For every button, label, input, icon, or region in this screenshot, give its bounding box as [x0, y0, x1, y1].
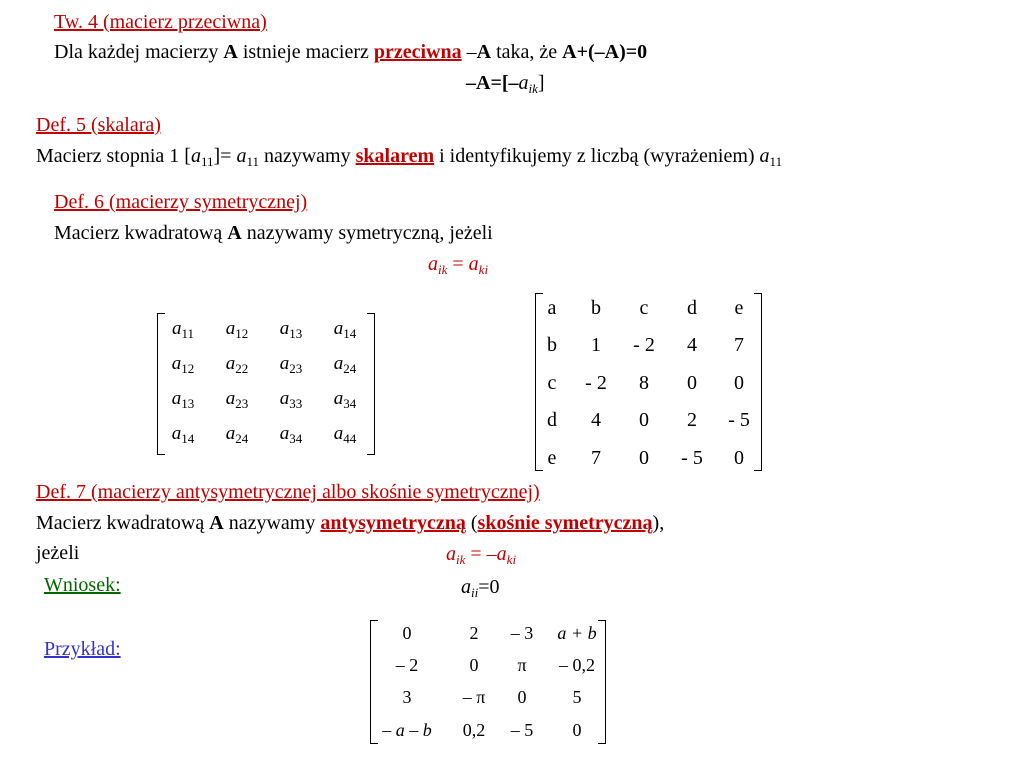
def7-text-1: Macierz kwadratową [36, 512, 210, 534]
matrix-entry-index: 12 [235, 326, 249, 341]
def7-formula-sub1: ik [456, 552, 466, 567]
matrix-entry: 0 [734, 447, 744, 469]
tw4-term-przeciwna: przeciwna [373, 41, 462, 63]
matrix-entry: c [547, 372, 557, 394]
def7-title: Def. 7 (macierzy antysymetrycznej albo skośnie symetrycznej) [36, 481, 540, 503]
matrix-entry [158, 388, 208, 410]
def6-statement [54, 222, 493, 244]
matrix-entry: - 5 [681, 447, 703, 469]
tw4-title: Tw. 4 (macierz przeciwna) [54, 11, 267, 33]
tw4-text-3: – [461, 41, 477, 63]
matrix-entry: 0 [517, 687, 527, 707]
matrix-entry-symbol: a [225, 423, 236, 444]
def6-formula-sub2: ki [478, 262, 489, 277]
matrix-entry: 2 [469, 623, 479, 643]
tw4-equation: A+(–A)=0 [562, 41, 648, 63]
def7-text-3: ( [465, 512, 478, 534]
wniosek-formula-a: a [461, 576, 471, 598]
matrix-entry [212, 423, 262, 445]
matrix-entry-symbol: a [171, 353, 182, 374]
matrix-entry-index: 24 [343, 361, 357, 376]
matrix-entry-symbol: a [171, 388, 182, 409]
def5-sub3: 11 [769, 154, 783, 169]
matrix-entry [320, 318, 370, 340]
matrix-entry-index: 23 [235, 396, 249, 411]
def6-formula-eq: = [447, 253, 469, 275]
matrix-entry [212, 318, 262, 340]
def7-matrix-a: A [209, 512, 224, 534]
matrix-entry: - 2 [633, 334, 655, 356]
matrix-entry-symbol: a [171, 318, 182, 339]
matrix-entry-index: 12 [181, 361, 195, 376]
matrix-entry: d [687, 297, 697, 319]
matrix-entry: – 5 [510, 720, 534, 740]
matrix-entry: 1 [591, 334, 601, 356]
tw4-formula-left: –A=[– [466, 72, 519, 94]
matrix-entry: 0,2 [462, 720, 486, 740]
wniosek-formula-sub: ii [471, 585, 479, 600]
matrix-entry: a + b [557, 623, 597, 643]
matrix-entry-index: 13 [181, 396, 195, 411]
matrix-entry: – 0,2 [559, 655, 595, 675]
matrix-entry: b [591, 297, 601, 319]
matrix-entry: 0 [469, 655, 479, 675]
def5-a1: a [190, 145, 201, 167]
tw4-text-1: Dla każdej macierzy [54, 41, 224, 63]
tw4-formula [466, 72, 545, 94]
matrix-entry: e [547, 447, 557, 469]
tw4-formula-sub: ik [528, 81, 538, 96]
matrix-entry-index: 11 [181, 326, 195, 341]
matrix-entry: – a – b [382, 720, 432, 740]
def5-statement [36, 145, 782, 167]
tw4-formula-a: a [518, 72, 529, 94]
def7-jezeli: jeżeli [36, 542, 80, 564]
def7-statement [36, 512, 664, 534]
matrix-entry: - 2 [585, 372, 607, 394]
def5-text-3: nazywamy [258, 145, 356, 167]
matrix-entry-symbol: a [225, 353, 236, 374]
def7-term-antysymetryczna: antysymetryczną [320, 512, 466, 534]
def5-a3: a [759, 145, 770, 167]
def6-text-2: nazywamy symetryczną, jeżeli [241, 222, 493, 244]
numeric-symmetric-matrix [535, 293, 762, 471]
def6-formula-a1: a [428, 253, 438, 275]
matrix-entry-symbol: a [279, 353, 290, 374]
def6-formula-a2: a [468, 253, 479, 275]
matrix-entry-symbol: a [171, 423, 182, 444]
matrix-entry [212, 388, 262, 410]
wniosek-formula [461, 576, 500, 598]
matrix-entry: 5 [572, 687, 582, 707]
matrix-entry-symbol: a [279, 318, 290, 339]
matrix-entry-symbol: a [333, 318, 344, 339]
def7-formula-eq: = – [465, 543, 497, 565]
matrix-entry: 0 [687, 372, 697, 394]
matrix-entry: 0 [639, 447, 649, 469]
wniosek-label: Wniosek: [44, 574, 121, 596]
matrix-entry [158, 318, 208, 340]
matrix-entry: 2 [687, 409, 697, 431]
def5-a2: a [236, 145, 247, 167]
matrix-entry-symbol: a [333, 388, 344, 409]
matrix-entry-index: 14 [181, 431, 195, 446]
matrix-entry-index: 13 [289, 326, 303, 341]
tw4-statement [54, 41, 647, 63]
def7-formula-sub2: ki [506, 552, 517, 567]
matrix-entry: e [734, 297, 744, 319]
matrix-entry-index: 24 [235, 431, 249, 446]
matrix-entry [158, 423, 208, 445]
matrix-entry [320, 353, 370, 375]
def6-formula-sub1: ik [438, 262, 448, 277]
matrix-entry [266, 423, 316, 445]
def5-text-4: i identyfikujemy z liczbą (wyrażeniem) [434, 145, 760, 167]
matrix-entry-index: 22 [235, 361, 249, 376]
matrix-entry-symbol: a [225, 388, 236, 409]
def7-text-4: ), [652, 512, 665, 534]
tw4-formula-right: ] [537, 72, 545, 94]
def6-title: Def. 6 (macierzy symetrycznej) [54, 191, 308, 213]
matrix-entry: 3 [402, 687, 412, 707]
matrix-entry: 0 [402, 623, 412, 643]
matrix-entry-symbol: a [333, 423, 344, 444]
matrix-entry-index: 34 [343, 396, 357, 411]
def7-formula-a1: a [446, 543, 456, 565]
tw4-text-2: istnieje macierz [237, 41, 374, 63]
matrix-entry: 8 [639, 372, 649, 394]
matrix-entry [212, 353, 262, 375]
matrix-entry: d [547, 409, 557, 431]
przyklad-label: Przykład: [44, 638, 121, 660]
matrix-entry-index: 34 [289, 431, 303, 446]
matrix-entry-index: 14 [343, 326, 357, 341]
matrix-entry [266, 353, 316, 375]
def5-text-2: ]= [213, 145, 237, 167]
def7-term-skosnie: skośnie symetryczną [477, 512, 653, 534]
matrix-entry-symbol: a [279, 388, 290, 409]
matrix-entry: 0 [734, 372, 744, 394]
matrix-entry: – π [462, 687, 486, 707]
matrix-entry-index: 23 [289, 361, 303, 376]
matrix-entry: 0 [572, 720, 582, 740]
matrix-entry-symbol: a [333, 353, 344, 374]
def5-text-1: Macierz stopnia 1 [ [36, 145, 191, 167]
matrix-entry: c [639, 297, 649, 319]
matrix-entry: 4 [591, 409, 601, 431]
def7-formula-a2: a [496, 543, 507, 565]
matrix-entry: a [547, 297, 557, 319]
matrix-entry: 4 [687, 334, 697, 356]
matrix-entry: 0 [639, 409, 649, 431]
antisymmetric-example-matrix [370, 620, 606, 744]
def6-matrix-a: A [227, 222, 242, 244]
matrix-entry [320, 423, 370, 445]
matrix-entry-index: 33 [289, 396, 303, 411]
matrix-entry-symbol: a [225, 318, 236, 339]
def5-title: Def. 5 (skalara) [36, 114, 161, 136]
def7-formula [446, 543, 516, 565]
matrix-entry: π [517, 655, 527, 675]
matrix-entry: – 2 [395, 655, 419, 675]
matrix-entry: - 5 [728, 409, 750, 431]
def5-term-skalarem: skalarem [355, 145, 435, 167]
matrix-entry: b [547, 334, 557, 356]
wniosek-formula-rest: =0 [478, 576, 500, 598]
matrix-entry: – 3 [510, 623, 534, 643]
matrix-entry-symbol: a [279, 423, 290, 444]
symmetric-matrix [157, 313, 375, 455]
matrix-entry: 7 [591, 447, 601, 469]
tw4-matrix-neg-a: A [476, 41, 492, 63]
matrix-entry [266, 388, 316, 410]
def5-sub1: 11 [200, 154, 214, 169]
def5-sub2: 11 [246, 154, 259, 169]
matrix-entry [158, 353, 208, 375]
def6-formula [428, 253, 488, 275]
def6-text-1: Macierz kwadratową [54, 222, 228, 244]
matrix-entry [266, 318, 316, 340]
matrix-entry-index: 44 [343, 431, 357, 446]
tw4-matrix-a: A [223, 41, 238, 63]
matrix-entry [320, 388, 370, 410]
def7-text-2: nazywamy [223, 512, 321, 534]
tw4-text-4: taka, że [491, 41, 563, 63]
matrix-entry: 7 [734, 334, 744, 356]
